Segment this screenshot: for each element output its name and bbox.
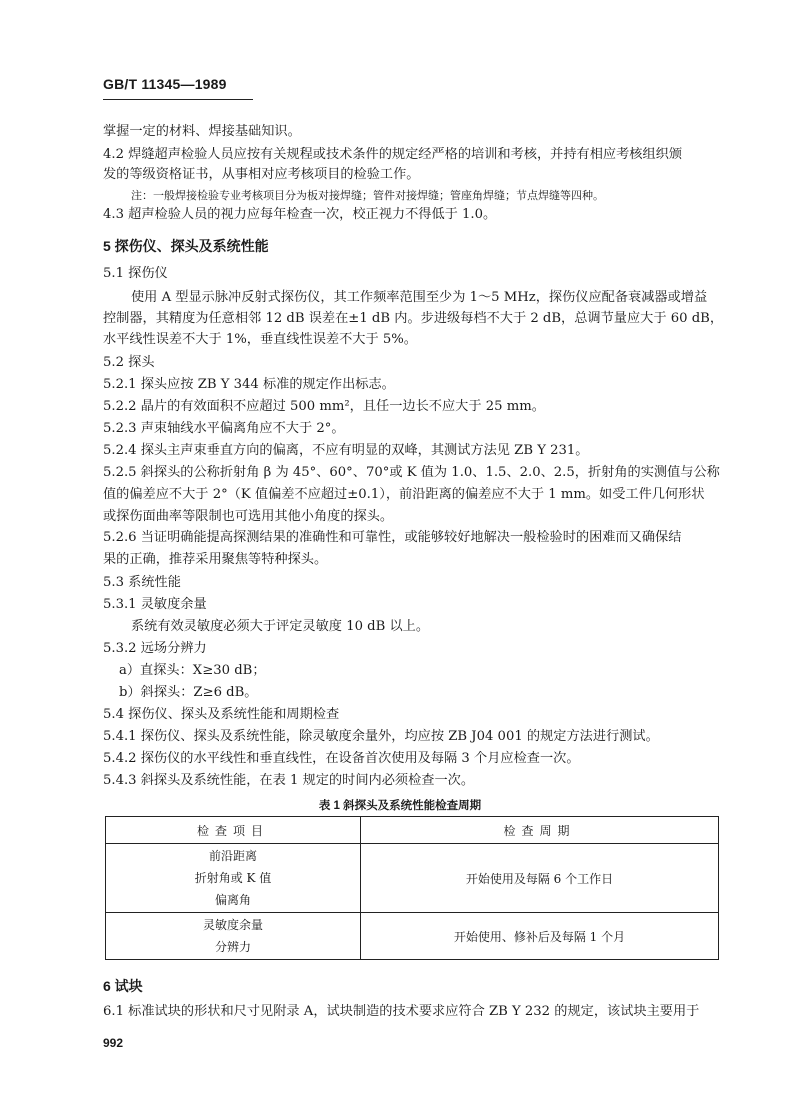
- cell-text: 分辨力: [214, 940, 251, 954]
- cell-text: 灵敏度余量: [202, 918, 263, 932]
- cell-text: 折射角或 K 值: [194, 871, 272, 885]
- table-header-row: [106, 817, 719, 844]
- clause-5-4-1: 5.4.1 探伤仪、探头及系统性能，除灵敏度余量外，均应按 ZB J04 001 的规定方法进行测试。: [103, 729, 659, 744]
- text-line: 控制器，其精度为任意相邻 12 dB 误差在±1 dB 内。步进级每档不大于 2 dB，总调节量应大于 60 dB，: [103, 311, 724, 326]
- text-line: 或探伤面曲率等限制也可选用其他小角度的探头。: [103, 509, 394, 524]
- table-row: [106, 844, 719, 913]
- clause-5-4-2: 5.4.2 探伤仪的水平线性和垂直线性，在设备首次使用及每隔 3 个月应检查一次。: [103, 751, 580, 766]
- table-row: [106, 913, 719, 960]
- clause-4-3: 4.3 超声检验人员的视力应每年检查一次，校正视力不得低于 1.0。: [103, 207, 497, 222]
- list-item: a）直探头：X≥30 dB；: [119, 663, 266, 678]
- clause-5-3-1: 5.3.1 灵敏度余量: [103, 597, 207, 612]
- clause-5-2-2: 5.2.2 晶片的有效面积不应超过 500 mm²，且任一边长不应大于 25 mm。: [103, 399, 545, 414]
- section-5-heading: 5 探伤仪、探头及系统性能: [103, 238, 269, 254]
- table-cell: [106, 844, 361, 913]
- cell-text: 偏离角: [214, 893, 251, 907]
- clause-6-1: 6.1 标准试块的形状和尺寸见附录 A，试块制造的技术要求应符合 ZB Y 232 的规定，该试块主要用于: [103, 1004, 700, 1019]
- table-cell: 开始使用及每隔 6 个工作日: [361, 844, 719, 913]
- inspection-period-table: [105, 816, 719, 960]
- text-line: 值的偏差应不大于 2°（K 值偏差不应超过±0.1），前沿距离的偏差应不大于 1 mm。如受工件几何形状: [103, 487, 705, 502]
- standard-number-header: GB/T 11345—1989: [103, 76, 227, 92]
- cell-text: 前沿距离: [208, 849, 257, 863]
- table-cell: [106, 913, 361, 960]
- text-line: 发的等级资格证书，从事相对应考核项目的检验工作。: [103, 167, 420, 182]
- header-rule: [103, 99, 253, 100]
- clause-5-3: 5.3 系统性能: [103, 575, 181, 590]
- clause-5-2-3: 5.2.3 声束轴线水平偏离角应不大于 2°。: [103, 421, 345, 436]
- clause-5-2-1: 5.2.1 探头应按 ZB Y 344 标准的规定作出标志。: [103, 377, 395, 392]
- table-cell: 开始使用、修补后及每隔 1 个月: [361, 913, 719, 960]
- column-header: 检查项目: [106, 817, 361, 844]
- clause-5-2: 5.2 探头: [103, 355, 155, 370]
- clause-5-3-2: 5.3.2 远场分辨力: [103, 641, 207, 656]
- clause-4-2: 4.2 焊缝超声检验人员应按有关规程或技术条件的规定经严格的培训和考核，并持有相应考核组织颁: [103, 147, 683, 162]
- text-line: 果的正确，推荐采用聚焦等特种探头。: [103, 552, 328, 567]
- note-line: 注：一般焊接检验专业考核项目分为板对接焊缝；管件对接焊缝；管座角焊缝；节点焊缝等四种。: [131, 189, 604, 202]
- clause-5-4: 5.4 探伤仪、探头及系统性能和周期检查: [103, 707, 340, 722]
- clause-5-2-6: 5.2.6 当证明确能提高探测结果的准确性和可靠性，或能够较好地解决一般检验时的困难而又确保结: [103, 530, 682, 545]
- clause-5-4-3: 5.4.3 斜探头及系统性能，在表 1 规定的时间内必须检查一次。: [103, 773, 475, 788]
- text-line: 掌握一定的材料、焊接基础知识。: [103, 124, 301, 139]
- clause-5-2-4: 5.2.4 探头主声束垂直方向的偏离，不应有明显的双峰，其测试方法见 ZB Y 231。: [103, 443, 589, 458]
- clause-5-1: 5.1 探伤仪: [103, 266, 168, 281]
- list-item: b）斜探头：Z≥6 dB。: [119, 685, 258, 700]
- table-caption: 表 1 斜探头及系统性能检查周期: [318, 800, 482, 812]
- clause-5-2-5: 5.2.5 斜探头的公称折射角 β 为 45°、60°、70°或 K 值为 1.0、1.5、2.0、2.5，折射角的实测值与公称: [103, 465, 720, 480]
- text-line: 水平线性误差不大于 1%，垂直线性误差不大于 5%。: [103, 332, 417, 347]
- text-line: 系统有效灵敏度必须大于评定灵敏度 10 dB 以上。: [131, 619, 430, 634]
- column-header: 检查周期: [361, 817, 719, 844]
- text-line: 使用 A 型显示脉冲反射式探伤仪，其工作频率范围至少为 1～5 MHz，探伤仪应配备衰减器或增益: [131, 290, 708, 305]
- section-6-heading: 6 试块: [103, 978, 143, 994]
- page-number: 992: [103, 1036, 124, 1050]
